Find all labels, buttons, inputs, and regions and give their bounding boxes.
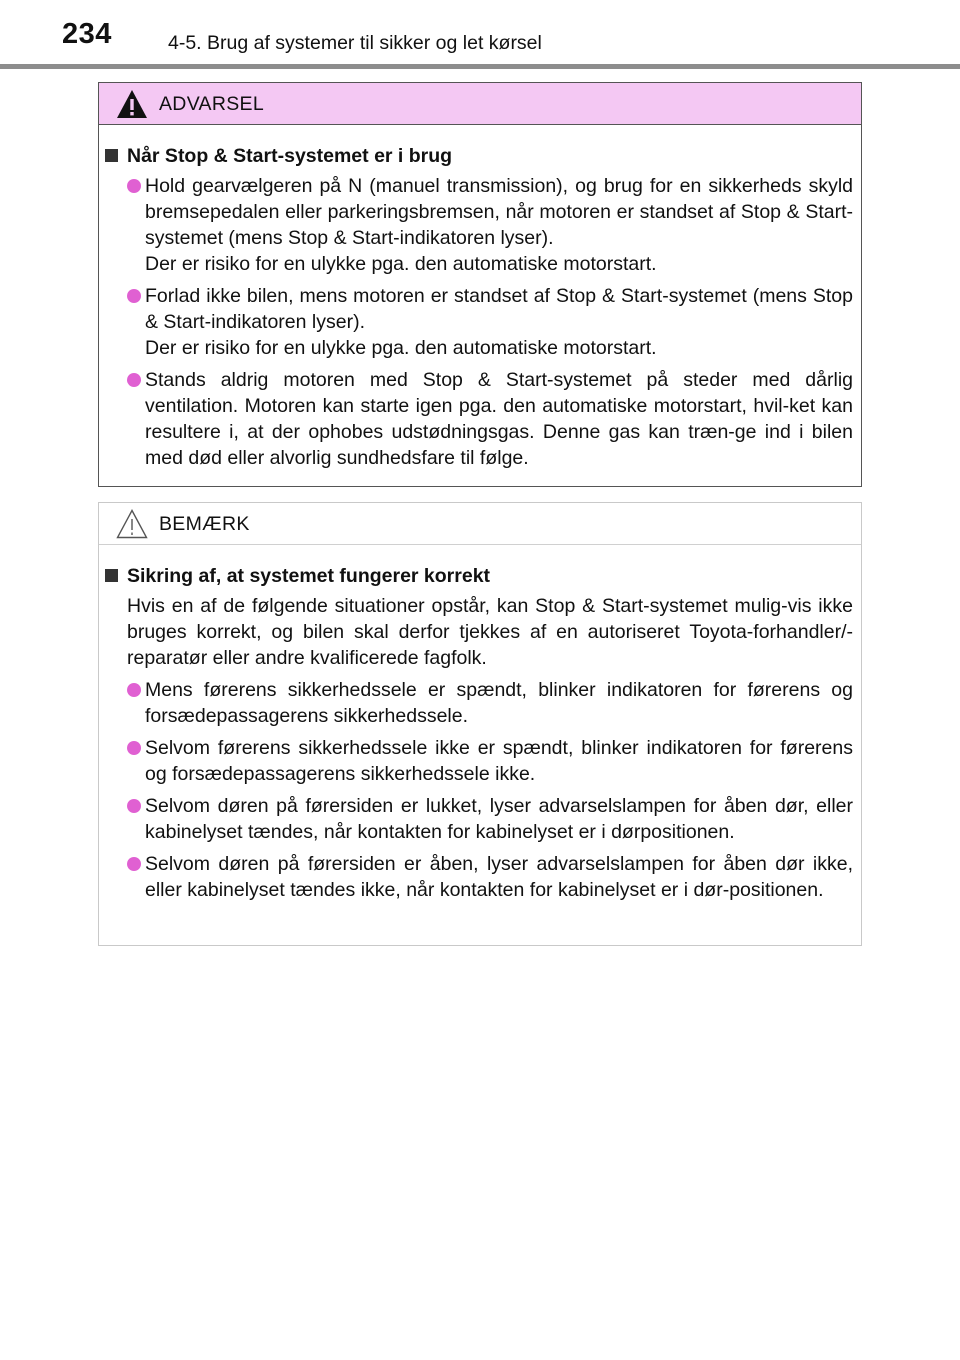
page-header: [0, 0, 960, 66]
note-box: [98, 502, 862, 946]
bullet-dot-icon: [127, 289, 141, 303]
note-content: [99, 545, 861, 903]
note-heading: Sikring af, at systemet fungerer korrekt: [105, 563, 853, 589]
section-title: 4-5. Brug af systemer til sikker og let kørsel: [168, 32, 542, 54]
bullet-dot-icon: [127, 373, 141, 387]
note-bullet: Selvom førerens sikkerhedssele ikke er spændt, blinker indikatoren for førerens og forsædepassagerens sikkerhedssele ikke.: [105, 735, 853, 787]
warning-bullet: Forlad ikke bilen, mens motoren er standset af Stop & Start-systemet (mens Stop & Start-indikatoren lyser). Der er risiko for en ulykke pga. den automatiske motorstart.: [105, 283, 853, 361]
bullet-dot-icon: [127, 741, 141, 755]
warning-header: [99, 83, 861, 125]
warning-triangle-icon: [115, 88, 149, 120]
note-bullet: Mens førerens sikkerhedssele er spændt, blinker indikatoren for førerens og forsædepassagerens sikkerhedssele.: [105, 677, 853, 729]
warning-label: ADVARSEL: [159, 93, 264, 115]
bullet-dot-icon: [127, 179, 141, 193]
caution-triangle-outline-icon: [115, 508, 149, 540]
page-number: 234: [62, 18, 112, 50]
bullet-dot-icon: [127, 857, 141, 871]
note-header: [99, 503, 861, 545]
note-label: BEMÆRK: [159, 513, 250, 535]
bullet-dot-icon: [127, 799, 141, 813]
note-bullet: Selvom døren på førersiden er åben, lyser advarselslampen for åben dør ikke, eller kabinelyset tændes ikke, når kontakten for kabinelyset er i dør-positionen.: [105, 851, 853, 903]
square-bullet-icon: [105, 569, 118, 582]
warning-bullet: Hold gearvælgeren på N (manuel transmission), og brug for en sikkerheds skyld bremsepedalen eller parkeringsbremsen, når motoren er standset af Stop & Start-systemet (mens Stop & Start-indikatoren lyser). Der er risiko for en ulykke pga. den automatiske motorstart.: [105, 173, 853, 277]
note-intro: Hvis en af de følgende situationer opstår, kan Stop & Start-systemet mulig-vis ikke bruges korrekt, og bilen skal derfor tjekkes af en autoriseret Toyota-forhandler/-reparatør eller andre kvalificerede fagfolk.: [127, 595, 853, 669]
warning-content: [99, 125, 861, 471]
note-bullet: Selvom døren på førersiden er lukket, lyser advarselslampen for åben dør, eller kabinelyset tændes, når kontakten for kabinelyset er i dørpositionen.: [105, 793, 853, 845]
square-bullet-icon: [105, 149, 118, 162]
header-divider: [0, 64, 960, 69]
warning-bullet: Stands aldrig motoren med Stop & Start-systemet på steder med dårlig ventilation. Motoren kan starte igen pga. den automatiske motorstart, hvil-ket kan resultere i, at der ophobes udstødningsgas. Denne gas kan træn-ge ind i bilen med død eller alvorlig sundhedsfare til følge.: [105, 367, 853, 471]
warning-box: [98, 82, 862, 487]
bullet-dot-icon: [127, 683, 141, 697]
warning-heading: Når Stop & Start-systemet er i brug: [105, 143, 853, 169]
